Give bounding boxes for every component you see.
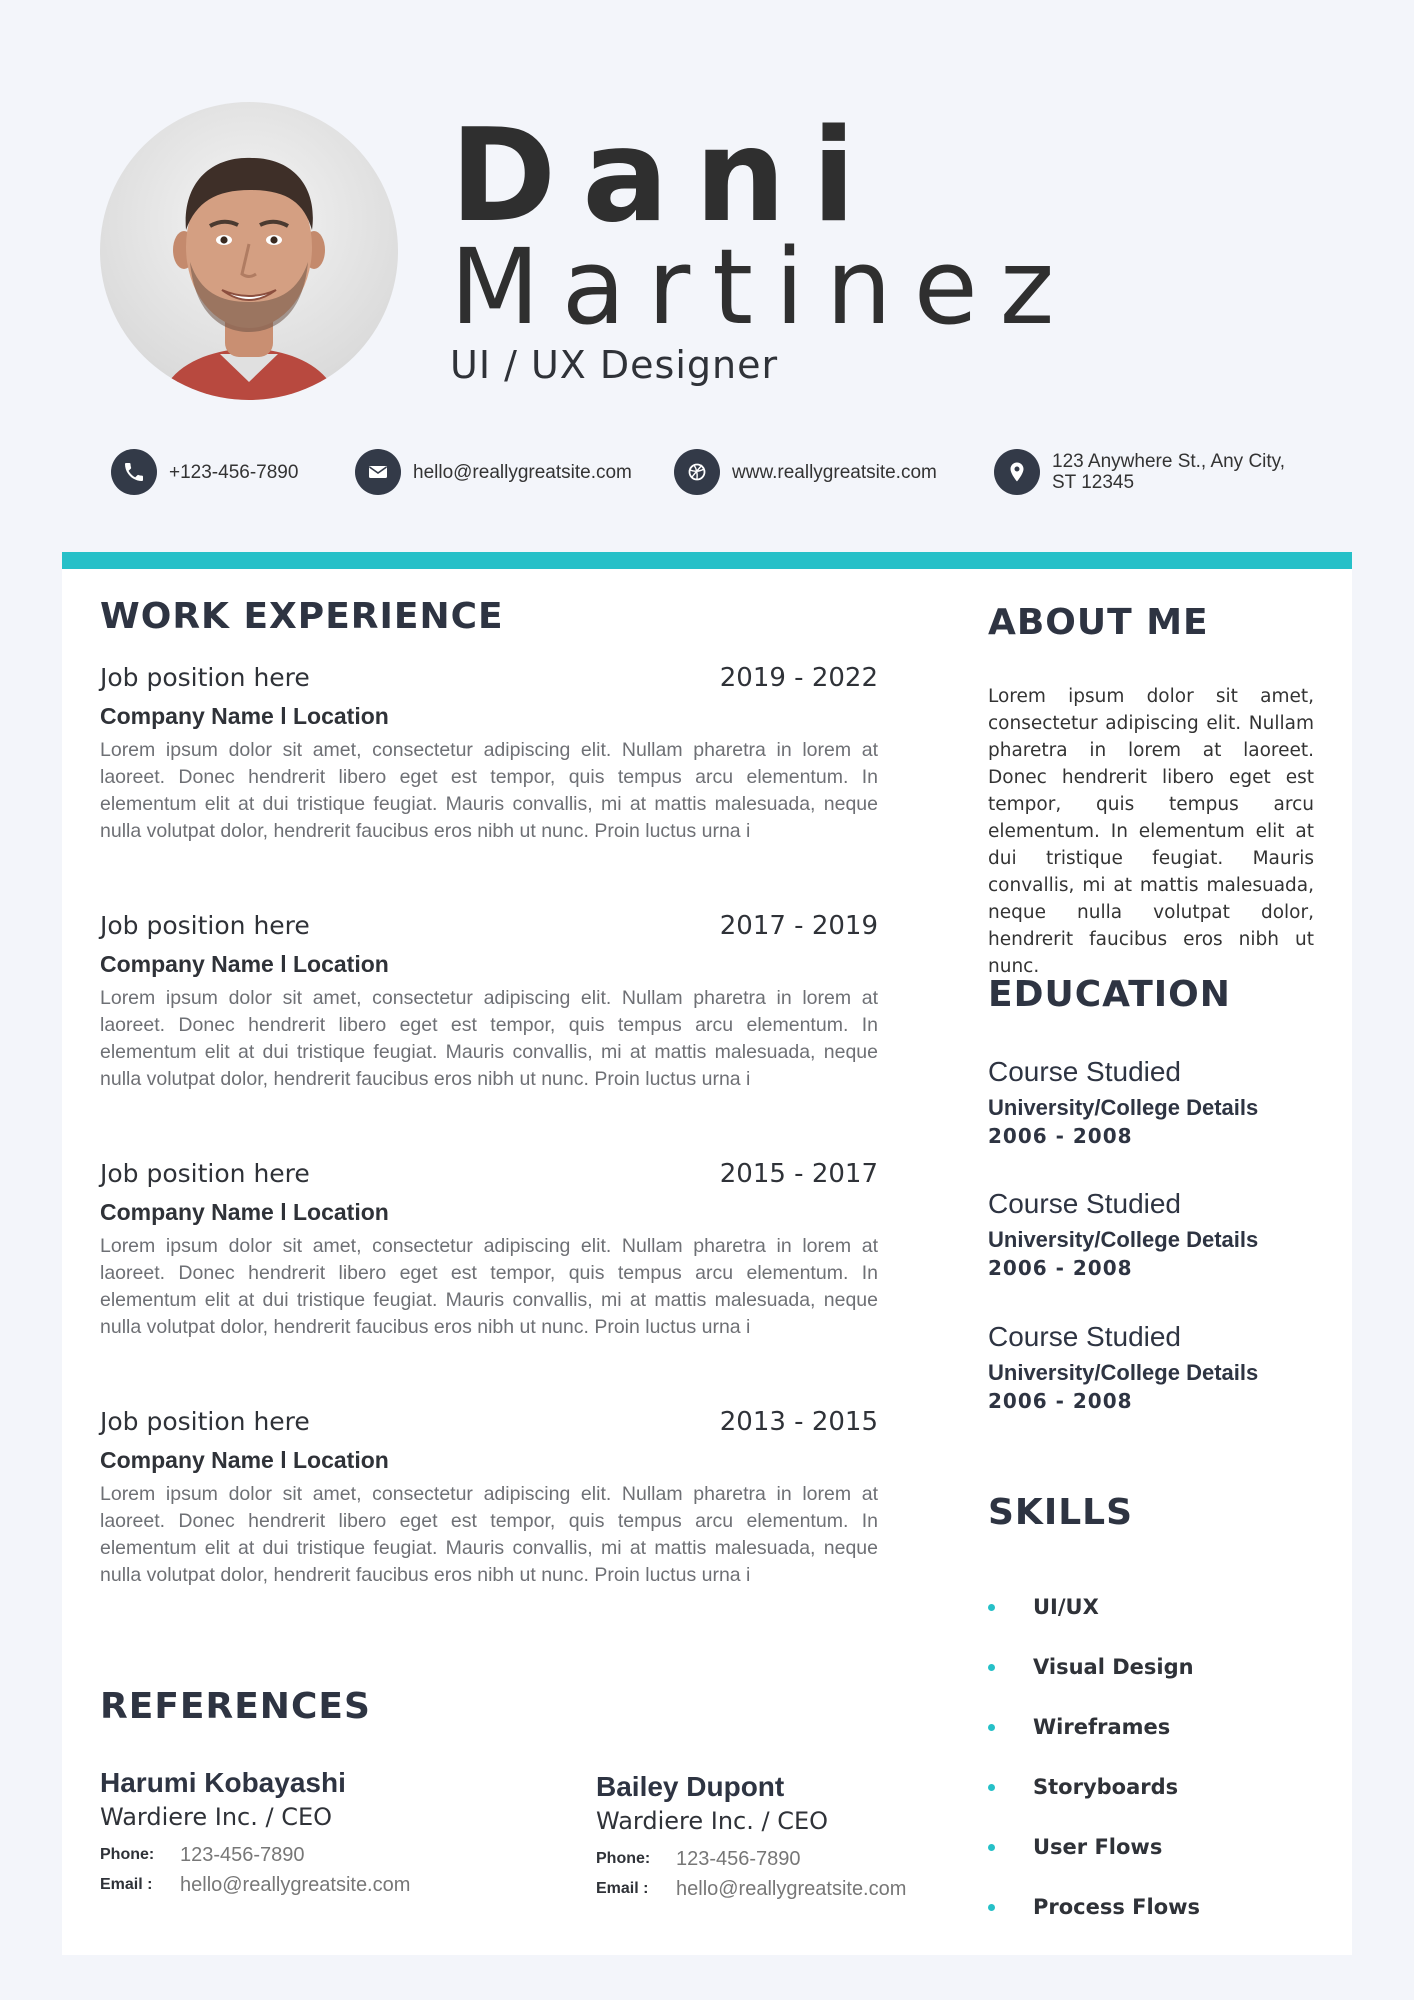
skill-label: Storyboards xyxy=(1033,1775,1179,1799)
contact-address xyxy=(994,448,1312,496)
location-pin-icon xyxy=(994,449,1040,495)
education-entry xyxy=(988,1187,1258,1281)
last-name: Martinez xyxy=(450,226,1077,348)
reference-name: Bailey Dupont xyxy=(596,1771,785,1802)
job-title: UI / UX Designer xyxy=(450,343,779,387)
skills-heading: SKILLS xyxy=(988,1492,1134,1533)
contact-website-text: www.reallygreatsite.com xyxy=(732,461,937,483)
skill-item xyxy=(988,1757,1200,1817)
mail-icon xyxy=(355,449,401,495)
bullet-icon xyxy=(988,1664,995,1671)
education-course: Course Studied xyxy=(988,1056,1182,1087)
skill-item xyxy=(988,1637,1200,1697)
job-years: 2017 - 2019 xyxy=(719,911,878,941)
reference-company: Wardiere Inc. / CEO xyxy=(596,1807,829,1835)
education-course: Course Studied xyxy=(988,1188,1182,1219)
contact-email-text: hello@reallygreatsite.com xyxy=(413,461,632,483)
reference-email[interactable]: hello@reallygreatsite.com xyxy=(180,1874,411,1896)
job-company: Company Name l Location xyxy=(100,703,389,729)
bullet-icon xyxy=(988,1724,995,1731)
contact-email[interactable] xyxy=(355,448,632,496)
resume-body xyxy=(62,552,1352,1955)
skill-label: Wireframes xyxy=(1033,1715,1171,1739)
contact-address-text: 123 Anywhere St., Any City, ST 12345 xyxy=(1052,451,1286,493)
reference-phone-label: Phone: xyxy=(596,1850,651,1867)
skill-label: UI/UX xyxy=(1033,1595,1099,1619)
reference-name: Harumi Kobayashi xyxy=(100,1767,346,1798)
job-position: Job position here xyxy=(100,1407,310,1436)
job-entry xyxy=(100,909,878,1093)
profile-photo-image xyxy=(100,102,398,400)
job-years: 2013 - 2015 xyxy=(719,1407,878,1437)
reference-email[interactable]: hello@reallygreatsite.com xyxy=(676,1878,907,1900)
job-years: 2015 - 2017 xyxy=(719,1159,878,1189)
reference-card xyxy=(596,1769,906,1901)
education-years: 2006 - 2008 xyxy=(988,1389,1133,1413)
skill-item xyxy=(988,1877,1200,1937)
phone-icon xyxy=(111,449,157,495)
reference-card xyxy=(100,1765,410,1897)
skill-label: Visual Design xyxy=(1033,1655,1194,1679)
job-description: Lorem ipsum dolor sit amet, consectetur adipiscing elit. Nullam pharetra in lorem at laoreet. Donec hendrerit libero eget est tempor, quis tempus arcu elementum. In elementum elit at dui tristique feugiat. Mauris convallis, mi at mattis malesuada, neque nulla volutpat dolor, hendrerit faucibus eros nibh ut nunc. Proin luctus urna i xyxy=(100,1483,878,1586)
job-description: Lorem ipsum dolor sit amet, consectetur adipiscing elit. Nullam pharetra in lorem at laoreet. Donec hendrerit libero eget est tempor, quis tempus arcu elementum. In elementum elit at dui tristique feugiat. Mauris convallis, mi at mattis malesuada, neque nulla volutpat dolor, hendrerit faucibus eros nibh ut nunc. Proin luctus urna i xyxy=(100,987,878,1090)
job-entry xyxy=(100,661,878,845)
education-heading: EDUCATION xyxy=(988,974,1231,1015)
skills-list xyxy=(988,1577,1200,1937)
about-heading: ABOUT ME xyxy=(988,602,1209,643)
bullet-icon xyxy=(988,1604,995,1611)
reference-company: Wardiere Inc. / CEO xyxy=(100,1803,333,1831)
reference-email-label: Email : xyxy=(100,1876,153,1893)
job-years: 2019 - 2022 xyxy=(719,663,878,693)
job-description: Lorem ipsum dolor sit amet, consectetur adipiscing elit. Nullam pharetra in lorem at laoreet. Donec hendrerit libero eget est tempor, quis tempus arcu elementum. In elementum elit at dui tristique feugiat. Mauris convallis, mi at mattis malesuada, neque nulla volutpat dolor, hendrerit faucibus eros nibh ut nunc. Proin luctus urna i xyxy=(100,739,878,842)
education-school: University/College Details xyxy=(988,1227,1259,1252)
job-description: Lorem ipsum dolor sit amet, consectetur adipiscing elit. Nullam pharetra in lorem at laoreet. Donec hendrerit libero eget est tempor, quis tempus arcu elementum. In elementum elit at dui tristique feugiat. Mauris convallis, mi at mattis malesuada, neque nulla volutpat dolor, hendrerit faucibus eros nibh ut nunc. Proin luctus urna i xyxy=(100,1235,878,1338)
skill-item xyxy=(988,1817,1200,1877)
education-course: Course Studied xyxy=(988,1321,1182,1352)
skill-item xyxy=(988,1697,1200,1757)
bullet-icon xyxy=(988,1904,995,1911)
education-entry xyxy=(988,1320,1258,1414)
education-entry xyxy=(988,1055,1258,1149)
job-position: Job position here xyxy=(100,911,310,940)
job-entry xyxy=(100,1157,878,1341)
bullet-icon xyxy=(988,1784,995,1791)
job-company: Company Name l Location xyxy=(100,1199,389,1225)
job-position: Job position here xyxy=(100,1159,310,1188)
about-text: Lorem ipsum dolor sit amet, consectetur adipiscing elit. Nullam pharetra in lorem at laoreet. Donec hendrerit libero eget est tempor, quis tempus arcu elementum. In elementum elit at dui tristique feugiat. Mauris convallis, mi at mattis malesuada, neque nulla volutpat dolor, hendrerit faucibus eros nibh ut nunc. xyxy=(988,686,1314,977)
job-position: Job position here xyxy=(100,663,310,692)
education-years: 2006 - 2008 xyxy=(988,1124,1133,1148)
education-school: University/College Details xyxy=(988,1095,1259,1120)
skill-label: User Flows xyxy=(1033,1835,1163,1859)
job-company: Company Name l Location xyxy=(100,1447,389,1473)
work-experience-heading: WORK EXPERIENCE xyxy=(100,596,504,637)
education-years: 2006 - 2008 xyxy=(988,1256,1133,1280)
skill-label: Process Flows xyxy=(1033,1895,1201,1919)
reference-email-label: Email : xyxy=(596,1880,649,1897)
contact-phone[interactable] xyxy=(111,448,298,496)
reference-phone[interactable]: 123-456-7890 xyxy=(180,1844,305,1866)
first-name: Dani xyxy=(450,102,882,251)
reference-phone[interactable]: 123-456-7890 xyxy=(676,1848,801,1870)
reference-phone-label: Phone: xyxy=(100,1846,155,1863)
bullet-icon xyxy=(988,1844,995,1851)
references-heading: REFERENCES xyxy=(100,1686,371,1727)
education-school: University/College Details xyxy=(988,1360,1259,1385)
contact-phone-text: +123-456-7890 xyxy=(169,461,299,483)
skill-item xyxy=(988,1577,1200,1637)
job-entry xyxy=(100,1405,878,1589)
globe-icon xyxy=(674,449,720,495)
job-company: Company Name l Location xyxy=(100,951,389,977)
profile-photo xyxy=(100,102,398,400)
contact-website[interactable] xyxy=(674,448,937,496)
